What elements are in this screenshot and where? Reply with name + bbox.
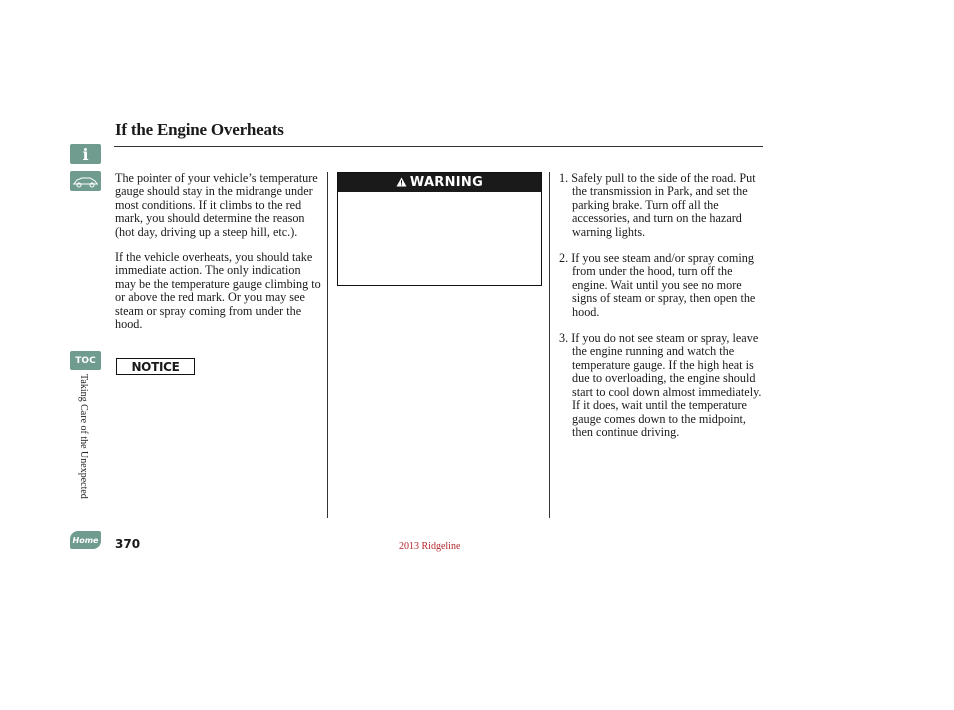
warning-box bbox=[337, 172, 542, 286]
vehicle-tab[interactable] bbox=[70, 171, 101, 191]
steps-column bbox=[559, 172, 769, 452]
warning-label: WARNING bbox=[409, 175, 484, 190]
intro-paragraph: If the vehicle overheats, you should take immediate action. The only indication may be the temperature gauge climbing to or above the red mark. Or you may see steam or spray coming from under the hood. bbox=[115, 250, 321, 332]
page-title: If the Engine Overheats bbox=[115, 120, 284, 139]
toc-label: TOC bbox=[75, 355, 96, 366]
title-divider bbox=[114, 146, 763, 147]
step-item: 1. Safely pull to the side of the road. Put the transmission in Park, and set the parking brake. Turn off all the accessories, and turn on the hazard warning lights. bbox=[559, 171, 756, 239]
column-divider bbox=[549, 172, 550, 518]
warning-triangle-icon bbox=[396, 176, 407, 190]
column-divider bbox=[327, 172, 328, 518]
warning-header bbox=[338, 173, 541, 192]
home-label: Home bbox=[72, 535, 99, 545]
notice-label: NOTICE bbox=[116, 358, 195, 375]
step-item: 2. If you see steam and/or spray coming from under the hood, turn off the engine. Wait until you see no more signs of steam or spray, then open the hood. bbox=[559, 251, 756, 319]
intro-paragraph: The pointer of your vehicle’s temperature gauge should stay in the midrange under most conditions. If it climbs to the red mark, you should determine the reason (hot day, driving up a steep hill, etc.). bbox=[115, 171, 318, 239]
page-number: 370 bbox=[115, 537, 141, 551]
section-label: Taking Care of the Unexpected bbox=[78, 374, 89, 499]
info-icon: i bbox=[82, 144, 89, 164]
info-tab[interactable] bbox=[70, 144, 101, 164]
step-item: 3. If you do not see steam or spray, leave the engine running and watch the temperature gauge. If the high heat is due to overloading, the engine should start to cool down almost immediately. If it does, wait until the temperature gauge comes down to the midpoint, then continue driving. bbox=[559, 331, 762, 439]
toc-tab[interactable] bbox=[70, 351, 101, 370]
home-tab[interactable] bbox=[70, 531, 101, 549]
footer-model-link[interactable]: 2013 Ridgeline bbox=[399, 541, 461, 552]
intro-column bbox=[115, 172, 323, 343]
car-icon bbox=[70, 171, 101, 191]
